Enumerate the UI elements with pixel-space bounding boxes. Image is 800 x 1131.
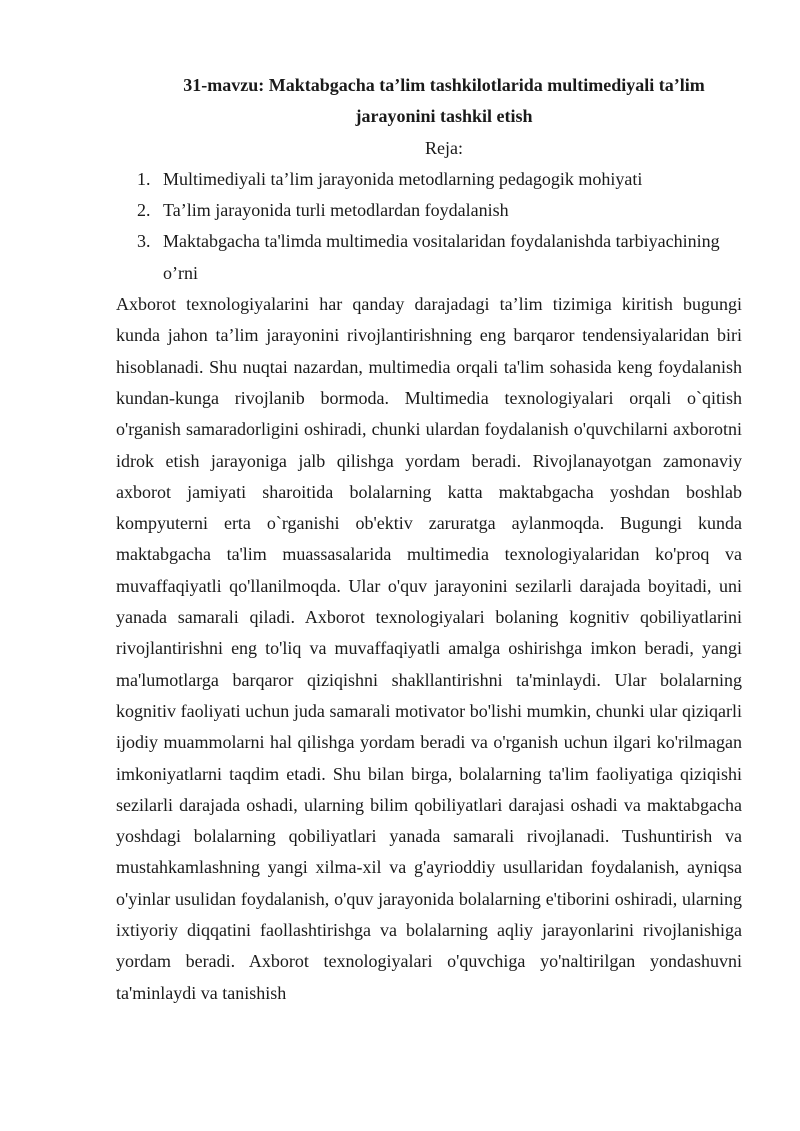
plan-item-text: Multimediyali ta’lim jarayonida metodlarning pedagogik mohiyati (163, 168, 643, 189)
title-line-1: 31-mavzu: Maktabgacha ta’lim tashkilotlarida multimediyali ta’lim (183, 75, 705, 95)
plan-item-text: Maktabgacha ta'limda multimedia vositalaridan foydalanishda tarbiyachining o’rni (163, 231, 720, 283)
plan-item (137, 226, 742, 289)
plan-item-text: Ta’lim jarayonida turli metodlardan foydalanish (163, 200, 509, 221)
plan-item (137, 164, 742, 195)
plan-item-number: 1. (137, 168, 151, 189)
body-paragraph: Axborot texnologiyalarini har qanday darajadagi ta’lim tizimiga kiritish bugungi kunda jahon ta’lim jarayonini rivojlantirishning eng barqaror tendensiyalaridan biri hisoblanadi. Shu nuqtai nazardan, multimedia orqali ta'lim sohasida keng foydalanish kundan-kunga rivojlanib bormoda. Multimedia texnologiyalari orqali o`qitish o'rganish samaradorligini oshiradi, chunki ulardan foydalanish o'quvchilarni axborotni idrok etish jarayoniga jalb qilishga yordam beradi. Rivojlanayotgan zamonaviy axborot jamiyati sharoitida bolalarning katta maktabgacha yoshdan boshlab kompyuterni erta o`rganishi ob'ektiv zaruratga aylanmoqda. Bugungi kunda maktabgacha ta'lim muassasalarida multimedia texnologiyalaridan ko'proq va muvaffaqiyatli qo'llanilmoqda. Ular o'quv jarayonini sezilarli darajada boyitadi, uni yanada samarali qiladi. Axborot texnologiyalari bolaning kognitiv qobiliyatlarini rivojlantirishni eng to'liq va muvaffaqiyatli amalga oshirishga imkon beradi, yangi ma'lumotlarga barqaror qiziqishni shakllantirishni ta'minlaydi. Ular bolalarning kognitiv faoliyati uchun juda samarali motivator bo'lishi mumkin, chunki ular qiziqarli ijodiy muammolarni hal qilishga yordam beradi va o'rganish uchun ilgari ko'rilmagan imkoniyatlarni taqdim etadi. Shu bilan birga, bolalarning ta'lim faoliyatiga qiziqishi sezilarli darajada oshadi, ularning bilim qobiliyatlari darajasi oshadi va maktabgacha yoshdagi bolalarning qobiliyatlari yanada samarali rivojlanadi. Tushuntirish va mustahkamlashning yangi xilma-xil va g'ayrioddiy usullaridan foydalanish, ayniqsa o'yinlar usulidan foydalanish, o'quv jarayonida bolalarning e'tiborini oshiradi, ularning ixtiyoriy diqqatini faollashtirishga va bolalarning aqliy jarayonlarini rivojlanishiga yordam beradi. Axborot texnologiyalari o'quvchiga yo'naltirilgan yondashuvni ta'minlaydi va tanishish (116, 294, 742, 1003)
plan-item-number: 2. (137, 200, 151, 221)
plan-list (116, 164, 742, 289)
page-title (116, 70, 742, 133)
plan-item-number: 3. (137, 231, 151, 252)
plan-item (137, 195, 742, 226)
title-line-2: jarayonini tashkil etish (355, 106, 533, 127)
plan-heading: Reja: (425, 137, 463, 158)
